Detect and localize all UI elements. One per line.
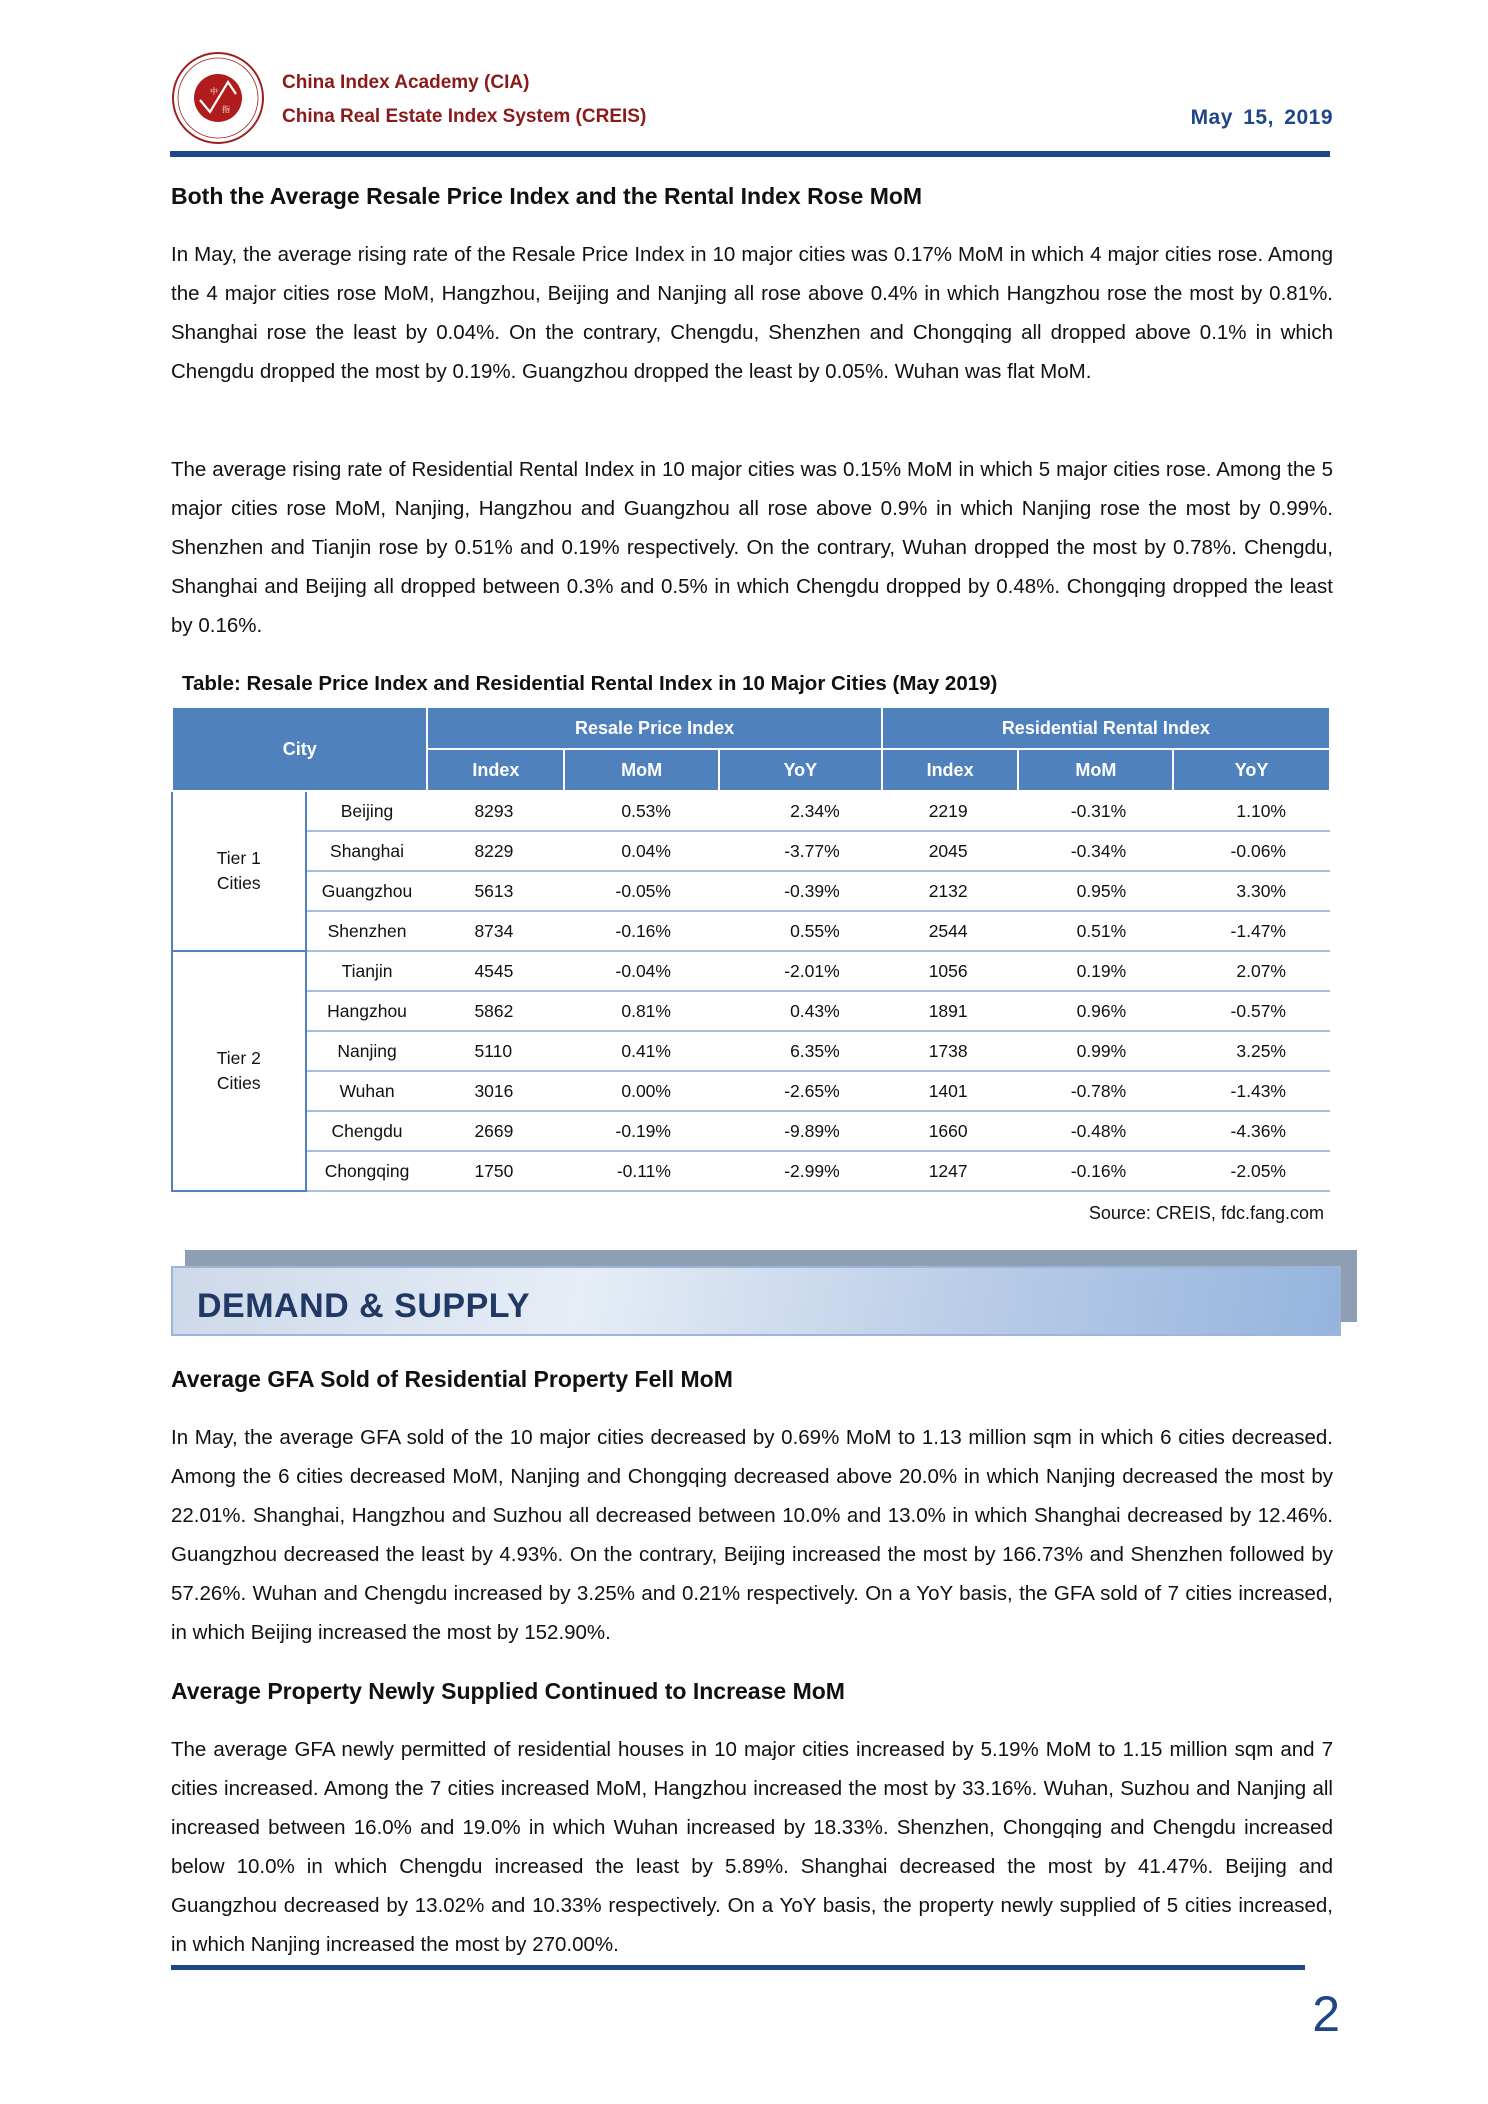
svg-text:中: 中 xyxy=(210,87,218,96)
cell-rental-mom: -0.78% xyxy=(1018,1071,1173,1111)
table-row xyxy=(172,1031,1330,1071)
cell-rental-mom: 0.99% xyxy=(1018,1031,1173,1071)
banner-title: DEMAND & SUPPLY xyxy=(197,1287,531,1325)
paragraph-rental-index: The average rising rate of Residential Rental Index in 10 major cities was 0.15% MoM in which 5 major cities rose. Among the 5 major cities rose MoM, Nanjing, Hangzhou and Guangzhou all rose above 0.9% in which Nanjing rose the most by 0.99%. Shenzhen and Tianjin rose by 0.51% and 0.19% respectively. On the contrary, Wuhan dropped the most by 0.78%. Chengdu, Shanghai and Beijing all dropped between 0.3% and 0.5% in which Chengdu dropped by 0.48%. Chongqing dropped the least by 0.16%. xyxy=(171,458,1333,637)
table-row xyxy=(172,911,1330,951)
cell-rental-yoy: -0.06% xyxy=(1173,831,1330,871)
tier-label-text: Tier 2 Cities xyxy=(216,1048,261,1093)
cell-resale-index: 8229 xyxy=(427,831,564,871)
cell-rental-mom: 0.95% xyxy=(1018,871,1173,911)
cell-resale-mom: -0.16% xyxy=(564,911,719,951)
cell-rental-index: 1401 xyxy=(882,1071,1019,1111)
cell-rental-index: 1660 xyxy=(882,1111,1019,1151)
org-name-cia: China Index Academy (CIA) xyxy=(282,72,530,93)
table-row xyxy=(172,831,1330,871)
cell-resale-yoy: -9.89% xyxy=(719,1111,882,1151)
header-resale-yoy: YoY xyxy=(719,749,882,791)
cell-rental-mom: -0.48% xyxy=(1018,1111,1173,1151)
cell-rental-yoy: 2.07% xyxy=(1173,951,1330,991)
cell-resale-index: 8293 xyxy=(427,791,564,831)
table-source: Source: CREIS, fdc.fang.com xyxy=(1088,1203,1324,1223)
cell-city: Shanghai xyxy=(306,831,428,871)
cia-logo xyxy=(170,50,266,146)
cell-rental-yoy: -0.57% xyxy=(1173,991,1330,1031)
cell-city: Chengdu xyxy=(306,1111,428,1151)
cell-city: Nanjing xyxy=(306,1031,428,1071)
paragraph-new-supply: The average GFA newly permitted of residential houses in 10 major cities increased by 5.19% MoM to 1.15 million sqm and 7 cities increased. Among the 7 cities increased MoM, Hangzhou increased the most by 33.16%. Wuhan, Suzhou and Nanjing all increased between 16.0% and 19.0% in which Wuhan increased by 18.33%. Shenzhen, Chongqing and Chengdu increased below 10.0% in which Chengdu increased the least by 5.89%. Shanghai decreased the most by 41.47%. Beijing and Guangzhou decreased by 13.02% and 10.33% respectively. On a YoY basis, the property newly supplied of 5 cities increased, in which Nanjing increased the most by 270.00%. xyxy=(171,1738,1333,1956)
tier-1-label xyxy=(172,791,306,951)
cell-rental-mom: 0.96% xyxy=(1018,991,1173,1031)
cell-city: Guangzhou xyxy=(306,871,428,911)
cell-rental-index: 2045 xyxy=(882,831,1019,871)
header-divider xyxy=(170,151,1330,157)
cell-resale-yoy: -2.65% xyxy=(719,1071,882,1111)
cell-resale-mom: 0.00% xyxy=(564,1071,719,1111)
cell-resale-yoy: 0.55% xyxy=(719,911,882,951)
cell-resale-index: 5613 xyxy=(427,871,564,911)
section-heading-gfa-sold: Average GFA Sold of Residential Property Fell MoM xyxy=(171,1366,733,1392)
cell-city: Chongqing xyxy=(306,1151,428,1191)
cell-rental-index: 2544 xyxy=(882,911,1019,951)
cell-city: Beijing xyxy=(306,791,428,831)
cell-resale-mom: -0.04% xyxy=(564,951,719,991)
cell-rental-mom: -0.16% xyxy=(1018,1151,1173,1191)
cell-city: Wuhan xyxy=(306,1071,428,1111)
cell-resale-mom: 0.53% xyxy=(564,791,719,831)
cell-rental-index: 2219 xyxy=(882,791,1019,831)
cell-resale-mom: 0.81% xyxy=(564,991,719,1031)
cell-resale-yoy: 6.35% xyxy=(719,1031,882,1071)
cell-rental-yoy: 3.25% xyxy=(1173,1031,1330,1071)
cell-rental-yoy: 1.10% xyxy=(1173,791,1330,831)
org-name-creis: China Real Estate Index System (CREIS) xyxy=(282,106,647,127)
cell-resale-yoy: 2.34% xyxy=(719,791,882,831)
cell-resale-yoy: -3.77% xyxy=(719,831,882,871)
header-rental-mom: MoM xyxy=(1018,749,1173,791)
cell-rental-mom: 0.51% xyxy=(1018,911,1173,951)
footer-divider xyxy=(171,1965,1305,1970)
header-rental-yoy: YoY xyxy=(1173,749,1330,791)
cell-rental-index: 1891 xyxy=(882,991,1019,1031)
table-row xyxy=(172,871,1330,911)
table-row xyxy=(172,1151,1330,1191)
cell-resale-index: 2669 xyxy=(427,1111,564,1151)
table-row xyxy=(172,951,1330,991)
cell-rental-mom: -0.31% xyxy=(1018,791,1173,831)
cell-resale-index: 8734 xyxy=(427,911,564,951)
cell-resale-yoy: -0.39% xyxy=(719,871,882,911)
cell-rental-index: 1056 xyxy=(882,951,1019,991)
cell-resale-index: 4545 xyxy=(427,951,564,991)
svg-text:指: 指 xyxy=(222,105,230,114)
cell-rental-mom: 0.19% xyxy=(1018,951,1173,991)
paragraph-gfa-sold: In May, the average GFA sold of the 10 major cities decreased by 0.69% MoM to 1.13 million sqm in which 6 cities decreased. Among the 6 cities decreased MoM, Nanjing and Chongqing decreased above 20.0% in which Nanjing decreased the most by 22.01%. Shanghai, Hangzhou and Suzhou all decreased between 10.0% and 13.0% in which Shanghai decreased by 12.46%. Guangzhou decreased the least by 4.93%. On the contrary, Beijing increased the most by 166.73% and Shenzhen followed by 57.26%. Wuhan and Chengdu increased by 3.25% and 0.21% respectively. On a YoY basis, the GFA sold of 7 cities increased, in which Beijing increased the most by 152.90%. xyxy=(171,1426,1333,1644)
report-date: May 15, 2019 xyxy=(1190,106,1333,129)
cell-rental-index: 1247 xyxy=(882,1151,1019,1191)
tier-2-label xyxy=(172,951,306,1191)
cell-resale-index: 1750 xyxy=(427,1151,564,1191)
header-resale-price-index: Resale Price Index xyxy=(427,707,881,749)
cell-resale-mom: -0.19% xyxy=(564,1111,719,1151)
cell-resale-index: 3016 xyxy=(427,1071,564,1111)
cell-city: Hangzhou xyxy=(306,991,428,1031)
cell-resale-index: 5110 xyxy=(427,1031,564,1071)
table-row xyxy=(172,1111,1330,1151)
table-row xyxy=(172,791,1330,831)
cell-rental-index: 1738 xyxy=(882,1031,1019,1071)
tier-label-text: Tier 1 Cities xyxy=(216,848,261,893)
cell-resale-yoy: -2.99% xyxy=(719,1151,882,1191)
header-resale-index: Index xyxy=(427,749,564,791)
header-resale-mom: MoM xyxy=(564,749,719,791)
page-number: 2 xyxy=(1312,1986,1340,2042)
cell-rental-yoy: 3.30% xyxy=(1173,871,1330,911)
section-heading-new-supply: Average Property Newly Supplied Continued to Increase MoM xyxy=(171,1678,845,1704)
cell-resale-index: 5862 xyxy=(427,991,564,1031)
paragraph-resale-index: In May, the average rising rate of the Resale Price Index in 10 major cities was 0.17% MoM in which 4 major cities rose. Among the 4 major cities rose MoM, Hangzhou, Beijing and Nanjing all rose above 0.4% in which Hangzhou rose the most by 0.81%. Shanghai rose the least by 0.04%. On the contrary, Chengdu, Shenzhen and Chongqing all dropped above 0.1% in which Chengdu dropped the most by 0.19%. Guangzhou dropped the least by 0.05%. Wuhan was flat MoM. xyxy=(171,243,1333,383)
cell-rental-yoy: -1.47% xyxy=(1173,911,1330,951)
cell-resale-mom: 0.41% xyxy=(564,1031,719,1071)
section-heading-resale-rental: Both the Average Resale Price Index and the Rental Index Rose MoM xyxy=(171,183,923,209)
cell-rental-index: 2132 xyxy=(882,871,1019,911)
cell-resale-yoy: 0.43% xyxy=(719,991,882,1031)
index-table xyxy=(171,706,1331,1192)
header-city: City xyxy=(172,707,427,791)
header-rental-index: Residential Rental Index xyxy=(882,707,1330,749)
cell-rental-yoy: -2.05% xyxy=(1173,1151,1330,1191)
cell-city: Tianjin xyxy=(306,951,428,991)
cell-resale-mom: -0.11% xyxy=(564,1151,719,1191)
cell-rental-yoy: -1.43% xyxy=(1173,1071,1330,1111)
cell-rental-mom: -0.34% xyxy=(1018,831,1173,871)
table-caption: Table: Resale Price Index and Residential Rental Index in 10 Major Cities (May 2019) xyxy=(182,672,998,695)
cell-resale-yoy: -2.01% xyxy=(719,951,882,991)
cell-city: Shenzhen xyxy=(306,911,428,951)
header-rental-index-col: Index xyxy=(882,749,1019,791)
cell-resale-mom: 0.04% xyxy=(564,831,719,871)
cell-rental-yoy: -4.36% xyxy=(1173,1111,1330,1151)
table-row xyxy=(172,1071,1330,1111)
table-row xyxy=(172,991,1330,1031)
cell-resale-mom: -0.05% xyxy=(564,871,719,911)
